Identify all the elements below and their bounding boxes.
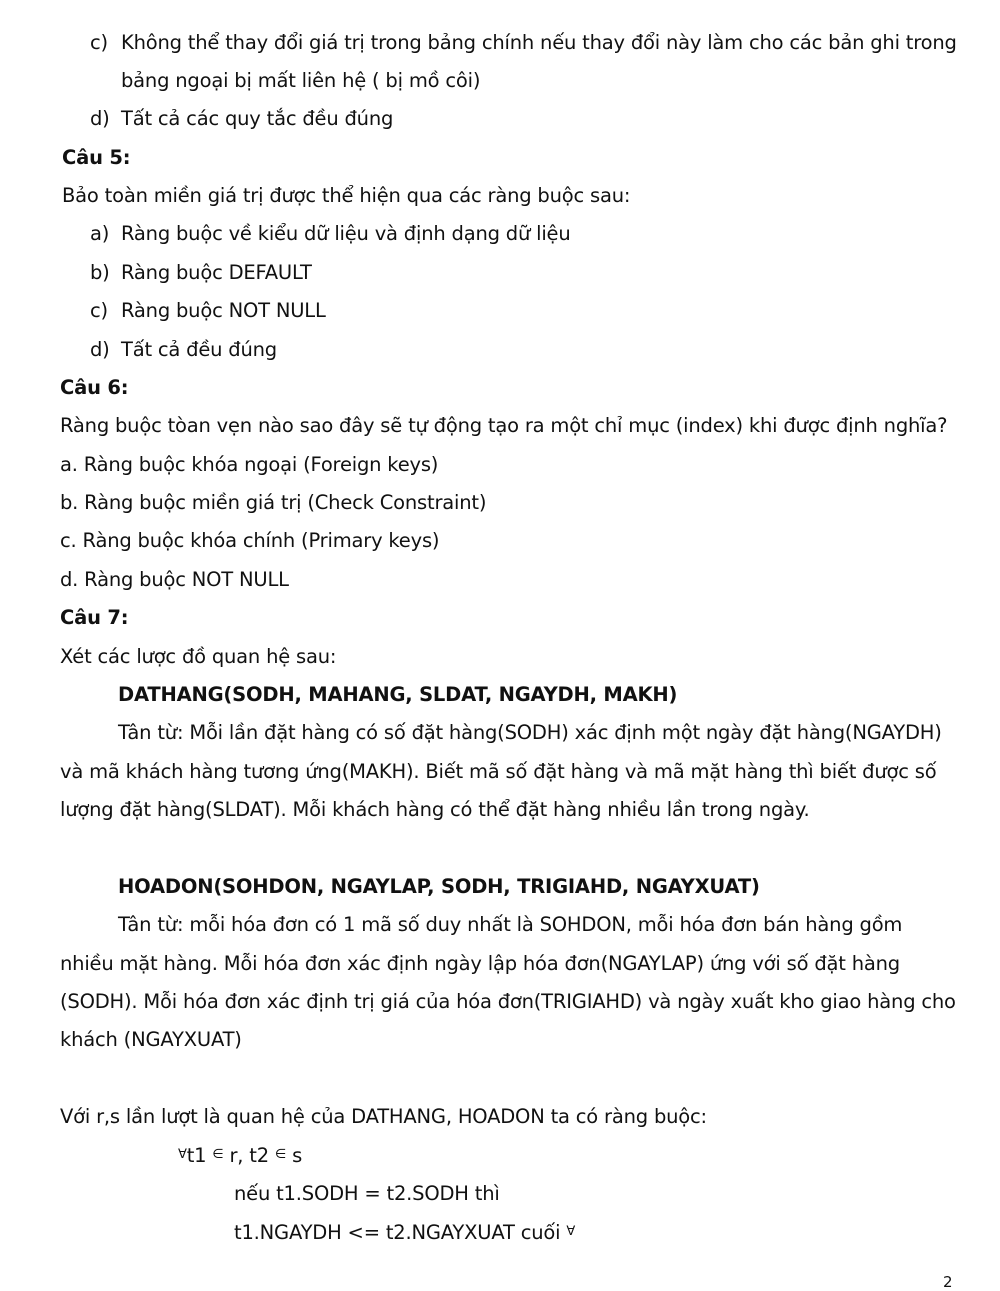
q5-option-text: Ràng buộc NOT NULL — [121, 299, 326, 322]
page-number: 2 — [943, 1273, 953, 1291]
element-of-symbol: ∈ — [274, 1147, 287, 1162]
q7-quantifier-line — [178, 1143, 302, 1168]
q7-schema-hoadon-desc-4: khách (NGAYXUAT) — [60, 1028, 242, 1051]
q7-schema-hoadon: HOADON(SOHDON, NGAYLAP, SODH, TRIGIAHD, NGAYXUAT) — [118, 875, 760, 898]
q7-schema-dathang-desc-2: và mã khách hàng tương ứng(MAKH). Biết mã số đặt hàng và mã mặt hàng thì biết được số — [60, 760, 937, 783]
q7-schema-hoadon-desc-3: (SODH). Mỗi hóa đơn xác định trị giá của hóa đơn(TRIGIAHD) và ngày xuất kho giao hàng cho — [60, 990, 956, 1013]
q5-option-marker: a) — [90, 222, 110, 245]
q7-schema-hoadon-desc-2: nhiều mặt hàng. Mỗi hóa đơn xác định ngày lập hóa đơn(NGAYLAP) ứng với số đặt hàng — [60, 952, 900, 975]
element-of-symbol: ∈ — [212, 1147, 224, 1162]
q4-option-c-line2: bảng ngoại bị mất liên hệ ( bị mồ côi) — [121, 69, 481, 92]
q7-schema-dathang-desc-1: Tân từ: Mỗi lần đặt hàng có số đặt hàng(SODH) xác định một ngày đặt hàng(NGAYDH) — [118, 721, 942, 744]
q5-option-marker: b) — [90, 261, 110, 284]
t1-var: t1 — [186, 1144, 207, 1167]
q4-option-c-line1: Không thể thay đổi giá trị trong bảng chính nếu thay đổi này làm cho các bản ghi trong — [121, 31, 957, 54]
q6-question: Ràng buộc tòan vẹn nào sao đây sẽ tự động tạo ra một chỉ mục (index) khi được định nghĩa? — [60, 414, 948, 437]
q7-schema-dathang: DATHANG(SODH, MAHANG, SLDAT, NGAYDH, MAKH) — [118, 683, 678, 706]
q6-option-d: d. Ràng buộc NOT NULL — [60, 568, 289, 591]
q5-option-marker: d) — [90, 338, 110, 361]
q7-schema-hoadon-desc-1: Tân từ: mỗi hóa đơn có 1 mã số duy nhất là SOHDON, mỗi hóa đơn bán hàng gồm — [118, 913, 903, 936]
q7-condition: nếu t1.SODH = t2.SODH thì — [234, 1182, 500, 1205]
q7-constraint-intro: Với r,s lần lượt là quan hệ của DATHANG, HOADON ta có ràng buộc: — [60, 1105, 707, 1128]
q5-question: Bảo toàn miền giá trị được thể hiện qua các ràng buộc sau: — [62, 184, 631, 207]
q7-rule — [234, 1220, 575, 1245]
q6-option-b: b. Ràng buộc miền giá trị (Check Constraint) — [60, 491, 487, 514]
q4-option-c: c) Không thể thay đổi giá trị trong bảng chính nếu thay đổi này làm cho các bản ghi trong — [90, 31, 957, 54]
q5-option-text: Ràng buộc DEFAULT — [121, 261, 312, 284]
q5-option-text: Tất cả đều đúng — [121, 338, 277, 361]
q6-option-a: a. Ràng buộc khóa ngoại (Foreign keys) — [60, 453, 439, 476]
q7-heading: Câu 7: — [60, 606, 129, 629]
q6-heading: Câu 6: — [60, 376, 129, 399]
s-text: s — [286, 1144, 303, 1167]
q5-option-b — [90, 261, 312, 285]
q5-option-marker: c) — [90, 299, 108, 322]
forall-symbol: ∀ — [566, 1224, 576, 1239]
q4-option-d-text: Tất cả các quy tắc đều đúng — [121, 107, 394, 130]
q5-option-d — [90, 338, 277, 362]
q5-heading: Câu 5: — [62, 146, 131, 169]
q7-intro: Xét các lược đồ quan hệ sau: — [60, 645, 337, 668]
q5-option-c — [90, 299, 326, 323]
q7-rule-text: t1.NGAYDH <= t2.NGAYXUAT cuối — [234, 1221, 567, 1244]
q6-option-c: c. Ràng buộc khóa chính (Primary keys) — [60, 529, 440, 552]
q4-option-d: d) Tất cả các quy tắc đều đúng — [90, 107, 394, 130]
q5-option-text: Ràng buộc về kiểu dữ liệu và định dạng dữ liệu — [121, 222, 571, 245]
r-text: r, t2 — [223, 1144, 275, 1167]
q7-schema-dathang-desc-3: lượng đặt hàng(SLDAT). Mỗi khách hàng có thể đặt hàng nhiều lần trong ngày. — [60, 798, 810, 821]
q5-option-a — [90, 222, 571, 246]
forall-symbol: ∀ — [178, 1147, 187, 1162]
